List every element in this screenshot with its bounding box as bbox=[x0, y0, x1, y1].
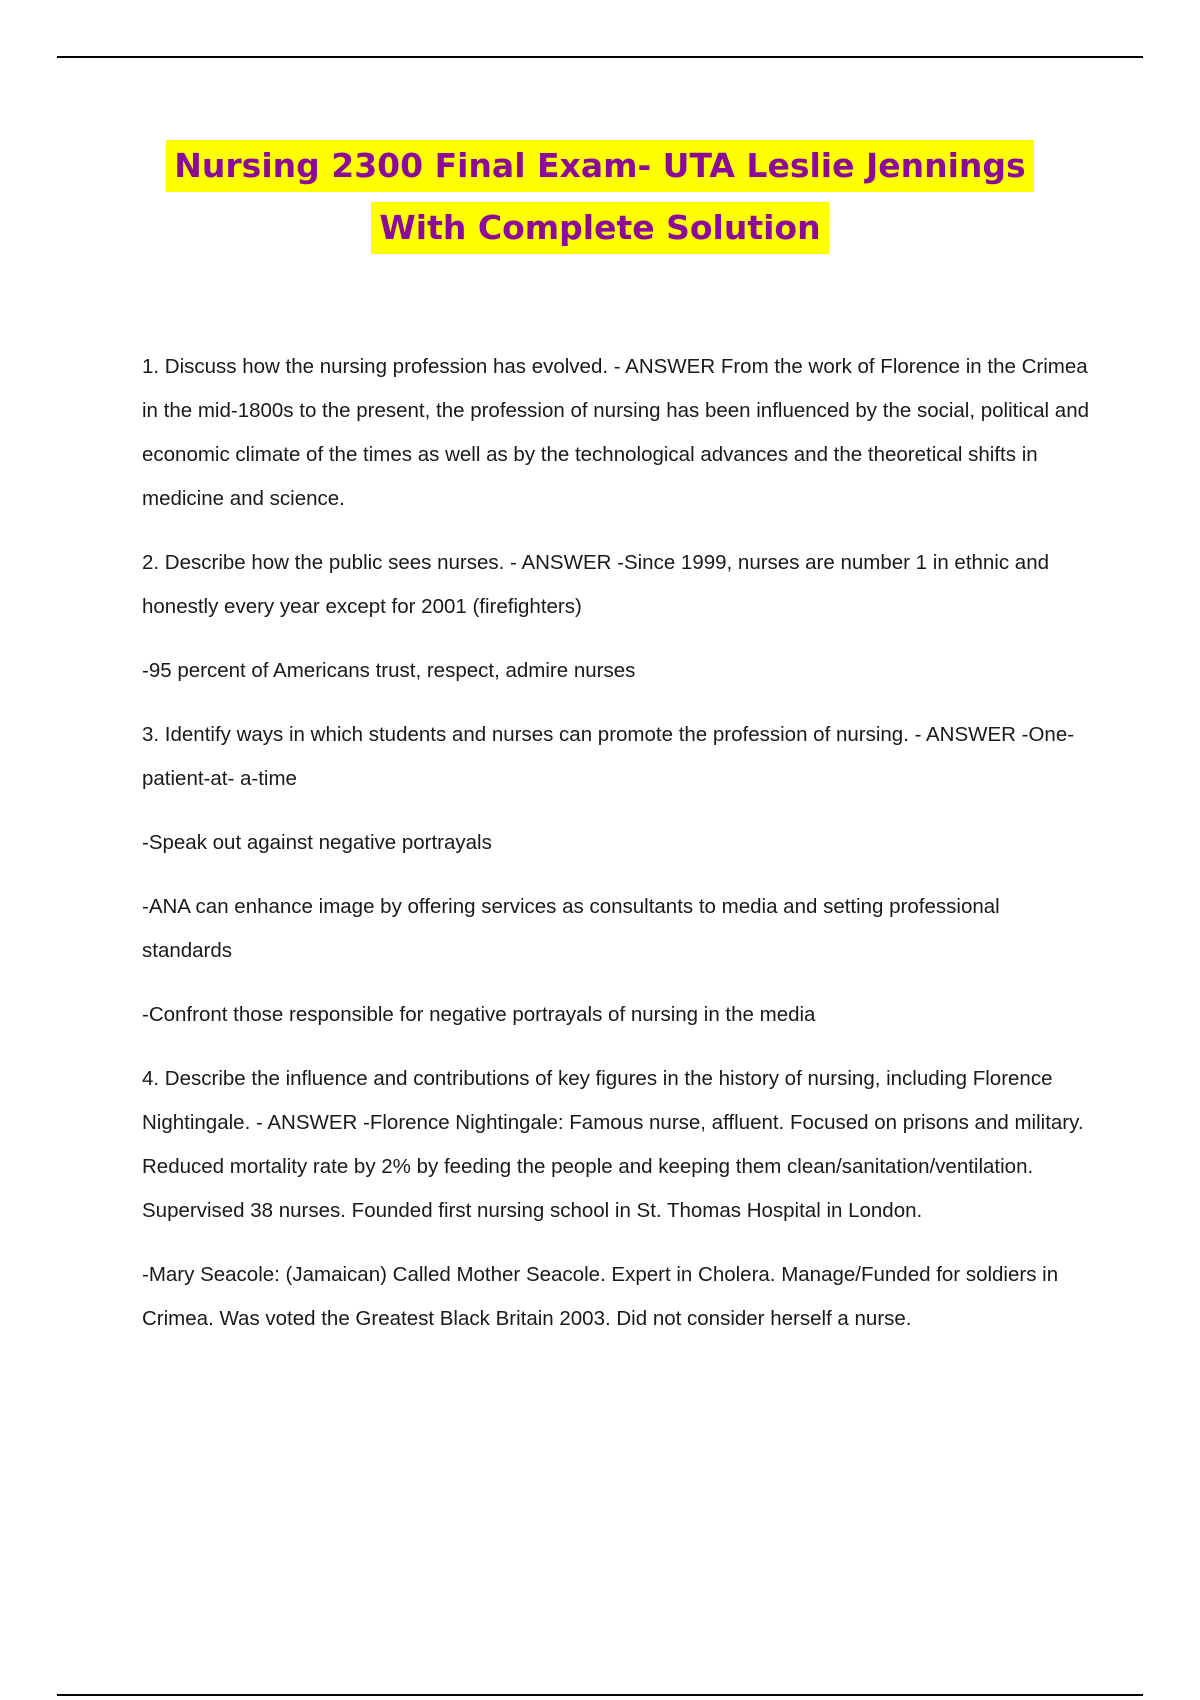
bottom-rule bbox=[57, 1694, 1143, 1696]
top-rule bbox=[57, 56, 1143, 58]
title-line-2: With Complete Solution bbox=[371, 202, 828, 254]
answer-bullet-paragraph: -Speak out against negative portrayals bbox=[142, 831, 492, 854]
question-1-paragraph: 1. Discuss how the nursing profession has evolved. - ANSWER From the work of Florence in the Crimea in the mid-1800s to the present, the profession of nursing has been influenced by the social, political and economic climate of the times as well as by the technological advances and the theoretical shifts in medicine and science. bbox=[142, 355, 1090, 510]
answer-bullet-paragraph: -95 percent of Americans trust, respect, admire nurses bbox=[142, 659, 636, 682]
document-title bbox=[100, 140, 1100, 264]
question-4-paragraph: 4. Describe the influence and contributions of key figures in the history of nursing, including Florence Nightingale. - ANSWER -Florence Nightingale: Famous nurse, affluent. Focused on prisons and military. Reduced mortality rate by 2% by feeding the people and keeping them clean/sanitation/ventilation. Supervised 38 nurses. Founded first nursing school in St. Thomas Hospital in London. bbox=[142, 1067, 1084, 1222]
answer-bullet-paragraph: -Mary Seacole: (Jamaican) Called Mother Seacole. Expert in Cholera. Manage/Funded for soldiers in Crimea. Was voted the Greatest Black Britain 2003. Did not consider herself a nurse. bbox=[142, 1263, 1059, 1330]
question-3-paragraph: 3. Identify ways in which students and nurses can promote the profession of nursing. - ANSWER -One-patient-at- a-time bbox=[142, 723, 1075, 790]
document-body bbox=[142, 345, 1092, 1361]
question-2-paragraph: 2. Describe how the public sees nurses. - ANSWER -Since 1999, nurses are number 1 in ethnic and honestly every year except for 2001 (firefighters) bbox=[142, 551, 1050, 618]
title-line-1: Nursing 2300 Final Exam- UTA Leslie Jennings bbox=[166, 140, 1033, 192]
answer-bullet-paragraph: -ANA can enhance image by offering services as consultants to media and setting professional standards bbox=[142, 895, 1000, 962]
answer-bullet-paragraph: -Confront those responsible for negative portrayals of nursing in the media bbox=[142, 1003, 816, 1026]
